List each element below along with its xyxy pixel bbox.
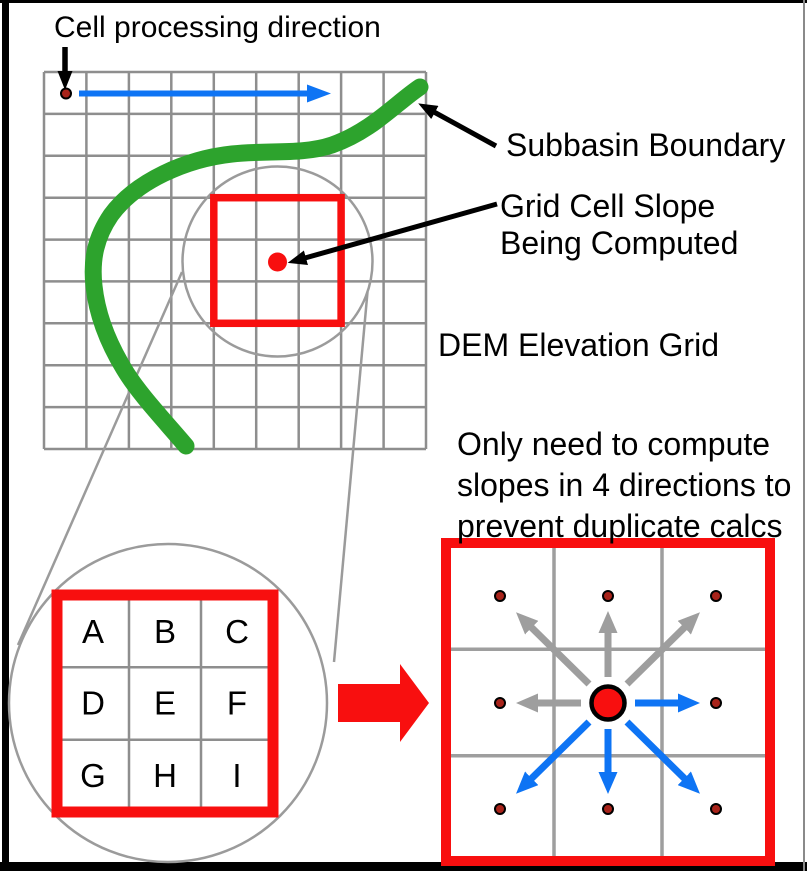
frame-top-border xyxy=(0,0,807,3)
neighbor-dot-w xyxy=(495,698,505,708)
grid-cell-slope-label-line1: Grid Cell Slope xyxy=(500,188,716,224)
four-directions-note-line2: slopes in 4 directions to xyxy=(457,467,792,503)
transform-arrow-icon xyxy=(338,664,429,742)
kernel-cell-b: B xyxy=(153,613,177,650)
neighbor-dot-ne xyxy=(711,591,721,601)
grid-cell-slope-pointer-arrow xyxy=(305,204,497,258)
magnifier-cone-line-right xyxy=(334,292,368,662)
kernel-cell-d: D xyxy=(81,684,105,722)
slope-arrow-se xyxy=(627,722,685,779)
processing-start-dot xyxy=(61,89,71,99)
neighbor-dot-se xyxy=(711,804,721,814)
kernel-cell-c: C xyxy=(225,613,249,650)
neighbor-dot-sw xyxy=(495,804,505,814)
magnified-kernel-letters xyxy=(80,613,249,794)
kernel-cell-i: I xyxy=(232,757,242,794)
subbasin-boundary-label: Subbasin Boundary xyxy=(506,127,786,163)
subbasin-pointer-arrow xyxy=(434,112,496,146)
kernel-cell-h: H xyxy=(153,757,177,794)
kernel-cell-g: G xyxy=(80,757,106,794)
dem-elevation-grid-label: DEM Elevation Grid xyxy=(438,327,719,363)
neighbor-dot-e xyxy=(711,698,721,708)
four-directions-note xyxy=(457,424,791,547)
frame-right-border xyxy=(803,0,805,871)
neighbor-dot-nw xyxy=(495,591,505,601)
grid-cell-slope-label xyxy=(500,188,738,262)
slope-arrow-ne xyxy=(627,627,685,684)
neighbor-dot-s xyxy=(603,804,613,814)
kernel-cell-a: A xyxy=(81,613,105,650)
cell-processing-label: Cell processing direction xyxy=(54,11,381,44)
kernel-cell-e: E xyxy=(153,684,177,722)
slope-center-cell-dot xyxy=(592,687,625,720)
grid-cell-slope-label-line2: Being Computed xyxy=(500,225,739,261)
four-directions-note-line1: Only need to compute xyxy=(457,426,771,462)
frame-left-border xyxy=(2,0,9,871)
four-directions-note-line3: prevent duplicate calcs xyxy=(457,508,783,544)
slope-arrow-nw xyxy=(531,627,589,684)
kernel-cell-f: F xyxy=(226,684,248,722)
slope-arrow-sw xyxy=(531,722,589,779)
center-cell-dot xyxy=(268,253,287,272)
neighbor-dot-n xyxy=(603,591,613,601)
